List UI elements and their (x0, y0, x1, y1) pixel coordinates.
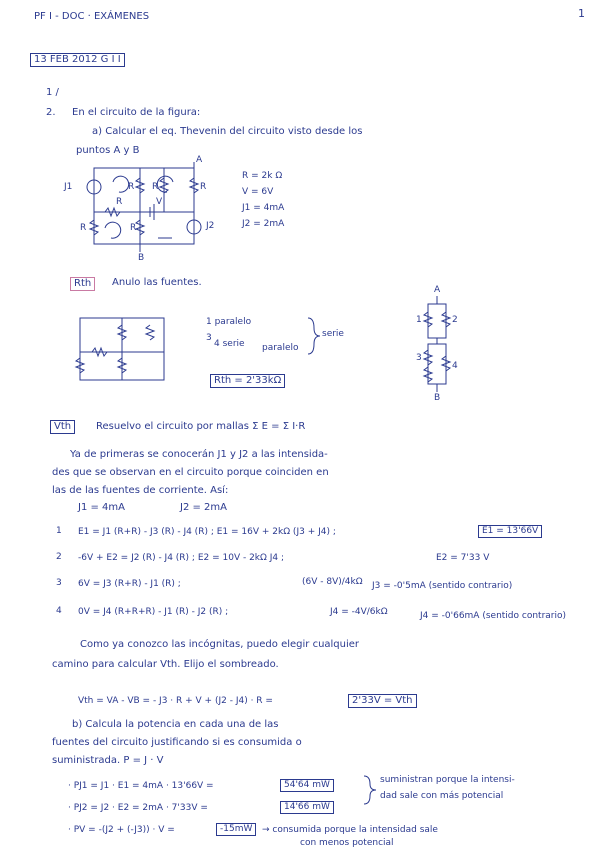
value-j1: J1 = 4mA (242, 203, 285, 213)
equation-1-number: 1 (56, 526, 62, 536)
value-v: V = 6V (242, 187, 274, 197)
rth-small-n3: 3 (416, 353, 422, 363)
rth-result: Rth = 2'33kΩ (210, 374, 285, 388)
note-consume-2: con menos potencial (300, 838, 394, 848)
circuit-r-mid: R (152, 182, 159, 192)
note-consume: → consumida porque la intensidad sale (262, 825, 438, 835)
power-j1: · PJ1 = J1 · E1 = 4mA · 13'66V = (68, 781, 214, 791)
rth-note-1: 1 paralelo (206, 317, 252, 327)
vth-label: Vth (50, 420, 75, 434)
circuit-source-j1: J1 (64, 182, 73, 192)
conclusion-line-2: camino para calcular Vth. Elijo el sombreado. (52, 659, 279, 670)
part-a-line2: puntos A y B (76, 145, 140, 156)
question-2-prompt: En el circuito de la figura: (72, 107, 201, 118)
value-j2: J2 = 2mA (242, 219, 285, 229)
equation-4-mid: J4 = -4V/6kΩ (330, 607, 388, 617)
circuit-r-top: R (116, 197, 123, 207)
equation-3-number: 3 (56, 578, 62, 588)
rth-note-2: 3 (206, 333, 212, 343)
circuit-r-bottom-mid: R (130, 223, 137, 233)
page-header-title: PF I - DOC · EXÁMENES (34, 11, 150, 22)
vth-eq-j1: J1 = 4mA (78, 502, 125, 513)
equation-4-result: J4 = -0'66mA (sentido contrario) (420, 611, 566, 621)
equation-4-text: 0V = J4 (R+R+R) - J1 (R) - J2 (R) ; (78, 607, 229, 617)
value-r: R = 2k Ω (242, 171, 283, 181)
equation-3-text: 6V = J3 (R+R) - J1 (R) ; (78, 579, 181, 589)
circuit-label-b: B (138, 253, 145, 263)
power-j2: · PJ2 = J2 · E2 = 2mA · 7'33V = (68, 803, 208, 813)
power-v: · PV = -(J2 + (-J3)) · V = (68, 825, 175, 835)
page-number: 1 (578, 7, 585, 20)
vth-eq-j2: J2 = 2mA (180, 502, 227, 513)
question-1-number: 1 / (46, 87, 59, 98)
circuit-v-label: V (156, 197, 163, 207)
rth-small-n1: 1 (416, 315, 422, 325)
exam-date: 13 FEB 2012 G I I (30, 53, 125, 67)
equation-4-number: 4 (56, 606, 62, 616)
conclusion-line-1: Como ya conozco las incógnitas, puedo elegir cualquier (80, 639, 360, 650)
rth-note-5: serie (322, 329, 344, 339)
circuit-label-a: A (196, 155, 203, 165)
part-b-line-3: suministrada. P = J · V (52, 755, 164, 766)
equation-3-result: J3 = -0'5mA (sentido contrario) (372, 581, 513, 591)
question-2-number: 2. (46, 107, 56, 118)
part-a-line1: a) Calcular el eq. Thevenin del circuito visto desde los (92, 126, 363, 137)
vth-paragraph-3: las de las fuentes de corriente. Así: (52, 485, 229, 496)
note-supply-2: dad sale con más potencial (380, 791, 504, 801)
equation-1-text: E1 = J1 (R+R) - J3 (R) - J4 (R) ; E1 = 16V + 2kΩ (J3 + J4) ; (78, 527, 336, 537)
rth-small-n4: 4 (452, 361, 458, 371)
power-j2-result: 14'66 mW (280, 801, 334, 814)
equation-1-result: E1 = 13'66V (478, 525, 542, 538)
rth-small-b: B (434, 393, 441, 403)
rth-small-n2: 2 (452, 315, 458, 325)
equation-3-mid: (6V - 8V)/4kΩ (302, 577, 363, 587)
vth-paragraph-1: Ya de primeras se conocerán J1 y J2 a las intensida- (70, 449, 328, 460)
circuit-source-j2: J2 (206, 221, 215, 231)
rth-text: Anulo las fuentes. (112, 277, 202, 288)
equation-2-text: -6V + E2 = J2 (R) - J4 (R) ; E2 = 10V - 2kΩ J4 ; (78, 553, 285, 563)
rth-label: Rth (70, 277, 95, 291)
part-b-line-1: b) Calcula la potencia en cada una de las (72, 719, 279, 730)
vth-paragraph-2: des que se observan en el circuito porque coinciden en (52, 467, 329, 478)
vth-result: 2'33V = Vth (348, 694, 417, 708)
vth-text: Resuelvo el circuito por mallas Σ E = Σ I·R (96, 421, 306, 432)
circuit-r-left: R (128, 182, 135, 192)
power-v-result: -15mW (216, 823, 256, 836)
vth-equation: Vth = VA - VB = - J3 · R + V + (J2 - J4) · R = (78, 696, 273, 706)
rth-note-4: paralelo (262, 343, 299, 353)
part-b-line-2: fuentes del circuito justificando si es consumida o (52, 737, 302, 748)
circuit-r-bottom-left: R (80, 223, 87, 233)
circuit-r-right: R (200, 182, 207, 192)
rth-small-a: A (434, 285, 441, 295)
note-supply-1: suministran porque la intensi- (380, 775, 515, 785)
equation-2-result: E2 = 7'33 V (436, 553, 490, 563)
power-j1-result: 54'64 mW (280, 779, 334, 792)
rth-note-3: 4 serie (214, 339, 245, 349)
equation-2-number: 2 (56, 552, 62, 562)
